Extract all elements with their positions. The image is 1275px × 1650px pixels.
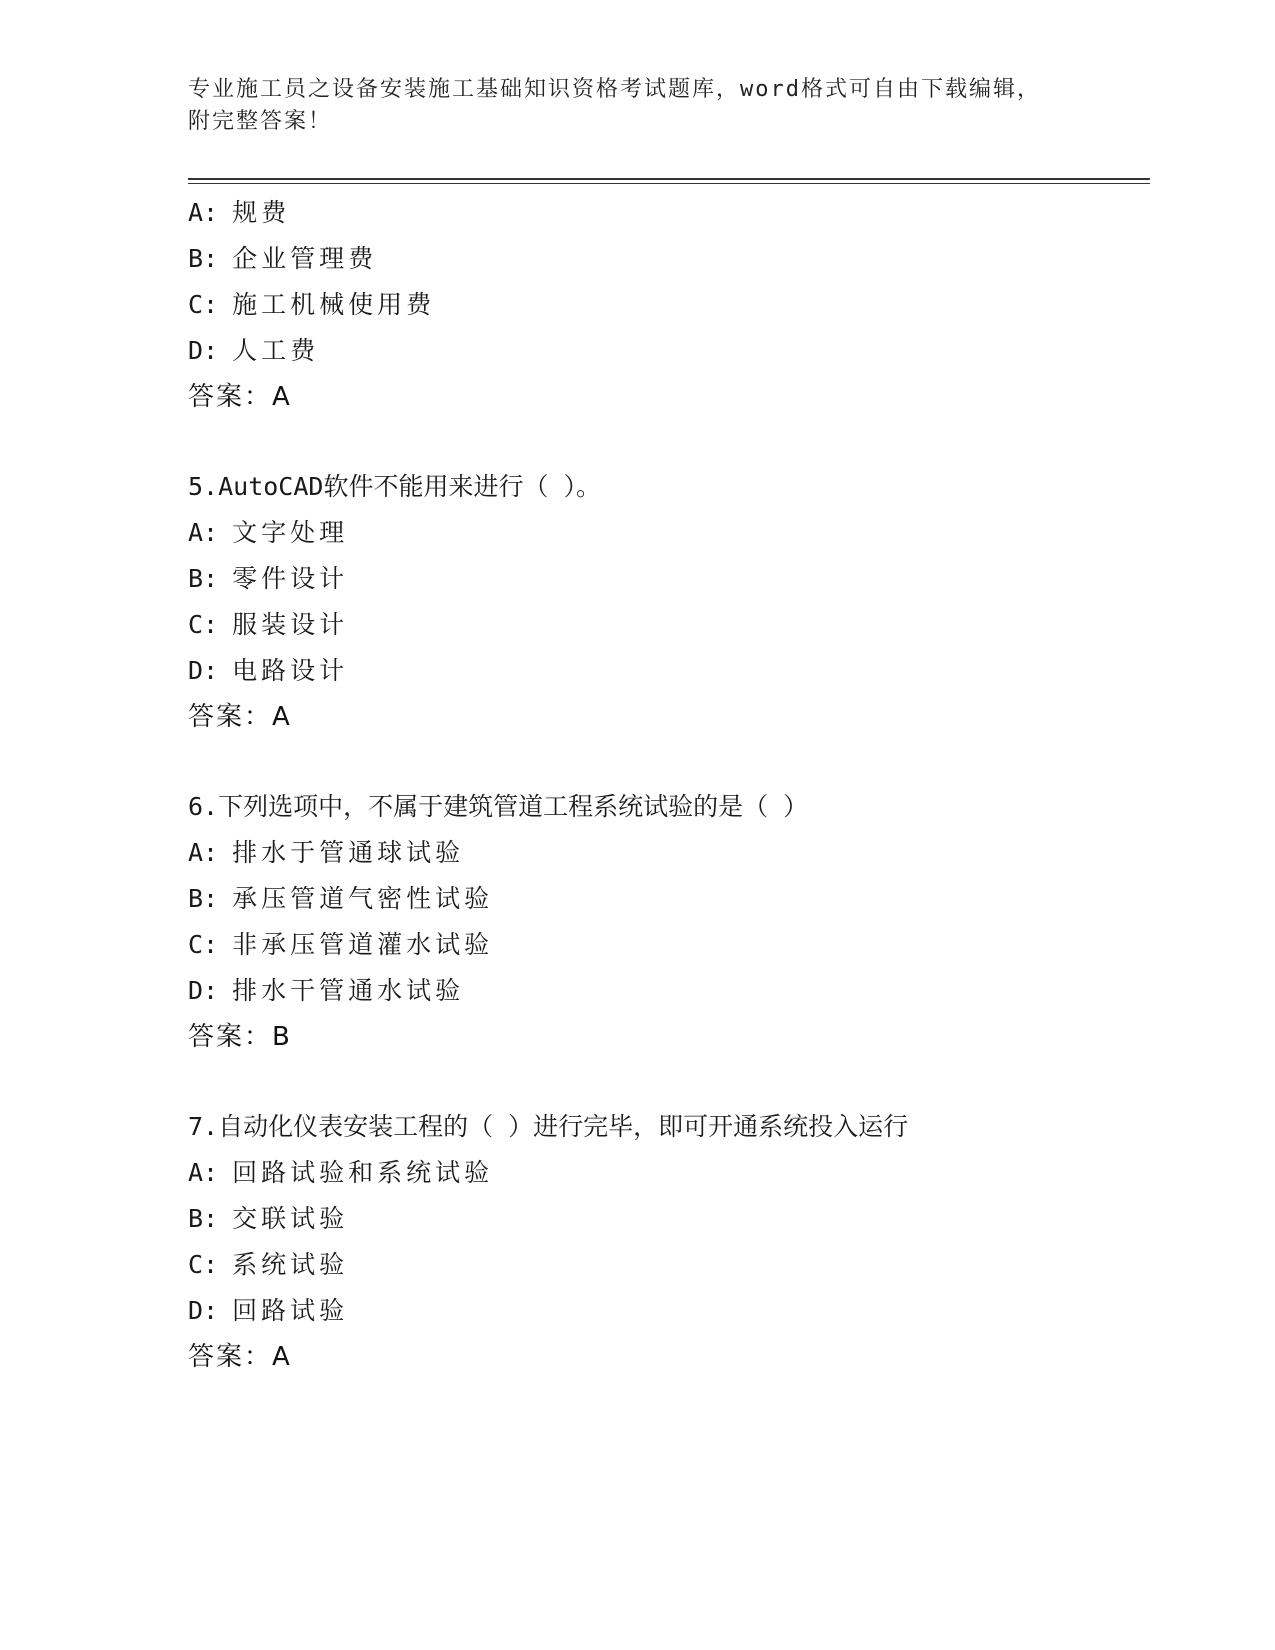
option-d: D: 电路设计 xyxy=(188,656,349,685)
answer: 答案：B xyxy=(188,1022,292,1052)
question-text: 6.下列选项中，不属于建筑管道工程系统试验的是（ ） xyxy=(188,792,809,821)
question-block-7 xyxy=(188,1104,1148,1380)
header-line-1: 专业施工员之设备安装施工基础知识资格考试题库，word格式可自由下载编辑， xyxy=(188,77,1041,102)
option-a: A: 排水于管通球试验 xyxy=(188,838,465,867)
option-b: B: 零件设计 xyxy=(188,564,349,593)
option-b: B: 企业管理费 xyxy=(188,244,378,273)
document-header xyxy=(188,74,1088,138)
question-text: 5.AutoCAD软件不能用来进行（ ）。 xyxy=(188,472,602,501)
question-text: 7.自动化仪表安装工程的（ ）进行完毕，即可开通系统投入运行 xyxy=(188,1112,909,1141)
header-divider-thick xyxy=(188,178,1150,180)
option-a: A: 回路试验和系统试验 xyxy=(188,1158,494,1187)
header-divider-thin xyxy=(188,183,1150,184)
question-list xyxy=(188,190,1148,1380)
option-a: A: 规费 xyxy=(188,198,291,227)
header-line-2: 附完整答案！ xyxy=(188,109,333,134)
option-c: C: 系统试验 xyxy=(188,1250,349,1279)
option-a: A: 文字处理 xyxy=(188,518,349,547)
question-block-4 xyxy=(188,190,1148,420)
option-c: C: 施工机械使用费 xyxy=(188,290,436,319)
option-d: D: 排水干管通水试验 xyxy=(188,976,465,1005)
answer: 答案：A xyxy=(188,382,292,412)
option-b: B: 承压管道气密性试验 xyxy=(188,884,494,913)
option-c: C: 非承压管道灌水试验 xyxy=(188,930,494,959)
option-b: B: 交联试验 xyxy=(188,1204,349,1233)
answer: 答案：A xyxy=(188,702,292,732)
option-d: D: 回路试验 xyxy=(188,1296,349,1325)
answer: 答案：A xyxy=(188,1342,292,1372)
question-block-5 xyxy=(188,464,1148,740)
option-c: C: 服装设计 xyxy=(188,610,349,639)
question-block-6 xyxy=(188,784,1148,1060)
option-d: D: 人工费 xyxy=(188,336,320,365)
